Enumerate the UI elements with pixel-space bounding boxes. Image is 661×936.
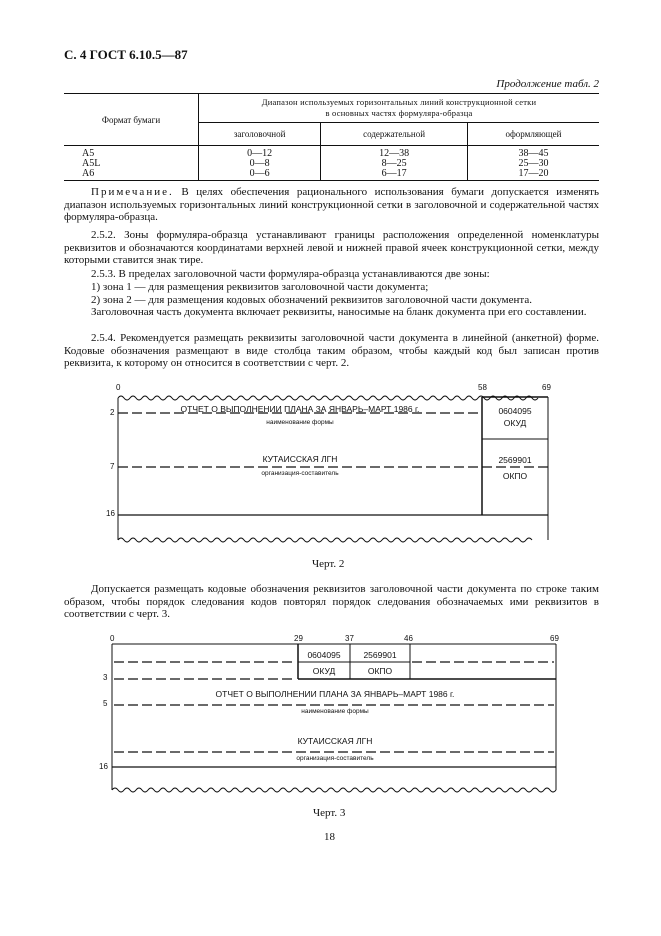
cell-content: 12—38 [321,146,468,160]
fig3-row-label-5: 5 [103,699,108,708]
fig3-okud-label: ОКУД [312,666,336,676]
table-note [64,186,599,224]
fig3-form-title-caption: наименование формы [301,708,369,715]
fig3-col-label-0: 0 [110,634,115,643]
fig3-row-label-3: 3 [103,673,108,682]
fig3-col-label-29: 29 [294,634,303,643]
fig2-form-title-caption: наименование формы [266,419,334,426]
fig3-org-name: КУТАИССКАЯ ЛГН [297,736,373,746]
paragraph-2-5-4: 2.5.4. Рекомендуется размещать реквизиты заголовочной части документа в линейной (анкетной) форме. Кодовые обозначения размещают в виде столбца таким образом, чтобы каждый код был записан против реквизита, к которому он относится в соответствии с черт. 2. [64,332,599,370]
figure-2-caption: Черт. 2 [312,558,345,570]
note-text: В целях обеспечения рационального использования бумаги допускается изменять диапазон используемых горизонтальных линий конструкционной сетки в заголовочной и содержательной частях формуляра-образца. [64,186,599,224]
subcol-head: заголовочной [199,123,321,146]
table-row [64,169,599,181]
cell-design: 17—20 [467,169,599,181]
cell-content: 6—17 [321,169,468,181]
range-header-line2: в основных частях формуляра-образца [325,108,473,118]
table-row [64,146,599,160]
fig2-col-label-58: 58 [478,383,487,392]
subcol-design: оформляющей [467,123,599,146]
fig2-row-label-7: 7 [110,462,115,471]
paragraph-2-5-3: 2.5.3. В пределах заголовочной части формуляра-образца устанавливаются две зоны: [91,268,490,280]
fig3-col-label-69: 69 [550,634,559,643]
page-header: С. 4 ГОСТ 6.10.5—87 [64,47,188,62]
fig2-org-name: КУТАИССКАЯ ЛГН [262,454,338,464]
fig3-col-label-37: 37 [345,634,354,643]
fig2-okpo-label: ОКПО [502,471,528,481]
cell-design: 25—30 [518,158,549,169]
range-header-line1: Диапазон используемых горизонтальных линий конструкционной сетки [261,97,537,107]
cell-format: A6 [64,169,199,181]
paper-format-table [64,93,599,181]
fig3-form-title: ОТЧЕТ О ВЫПОЛНЕНИИ ПЛАНА ЗА ЯНВАРЬ–МАРТ 1986 г. [215,689,455,699]
fig2-okud-label: ОКУД [503,418,527,428]
cell-head: 0—12 [199,146,321,160]
col-header-format: Формат бумаги [64,94,199,146]
paragraph-2-5-2: 2.5.2. Зоны формуляра-образца устанавливают границы расположения определенной номенклатуры реквизитов и обозначаются координатами верхней левой и нижней правой ячеек конструкционной сетки, между которыми ставится знак тире. [64,229,599,267]
fig2-row-label-16: 16 [106,509,115,518]
fig2-okpo-code: 2569901 [498,455,532,465]
fig3-okud-code: 0604095 [307,650,341,660]
fig3-okpo-code: 2569901 [363,650,397,660]
zone-1-item: 1) зона 1 — для размещения реквизитов заголовочной части документа; [91,281,429,293]
fig2-col-label-0: 0 [116,383,121,392]
fig2-okud-code: 0604095 [498,406,532,416]
fig2-bottom-edge [118,538,532,542]
cell-head: 0—8 [199,159,321,169]
col-header-range [199,94,600,123]
fig3-row-label-16: 16 [99,762,108,771]
fig2-row-label-2: 2 [110,408,115,417]
fig3-col-label-46: 46 [404,634,413,643]
paragraph-row-codes: Допускается размещать кодовые обозначения реквизитов заголовочной части документа по строке таким образом, чтобы порядок следования кодов повторял порядок следования обозначаемых ими реквизитов в соответствии с черт. 3. [64,583,599,621]
fig2-top-edge [118,396,538,400]
fig2-col-label-69: 69 [542,383,551,392]
figure-3-caption: Черт. 3 [313,807,346,819]
cell-format: A5L [64,159,199,169]
table-continuation-label: Продолжение табл. 2 [496,78,599,90]
fig3-okpo-label: ОКПО [367,666,393,676]
fig3-bottom-edge [112,788,556,792]
fig2-org-caption: организация-составитель [261,470,339,477]
cell-head: 0—6 [199,169,321,181]
cell-format: A5 [64,146,199,160]
fig3-org-caption: организация-составитель [296,755,374,762]
zone-2-item: 2) зона 2 — для размещения кодовых обозначений реквизитов заголовочной части документа. [91,294,532,306]
fig2-form-title: ОТЧЕТ О ВЫПОЛНЕНИИ ПЛАНА ЗА ЯНВАРЬ–МАРТ 1986 г. [180,404,420,414]
page-number: 18 [324,831,335,843]
note-label: Примечание. [91,186,174,198]
cell-content: 8—25 [321,159,468,169]
cell-design: 38—45 [518,148,549,159]
head-part-paragraph: Заголовочная часть документа включает реквизиты, наносимые на бланк документа при его составлении. [91,306,587,318]
subcol-content: содержательной [321,123,468,146]
